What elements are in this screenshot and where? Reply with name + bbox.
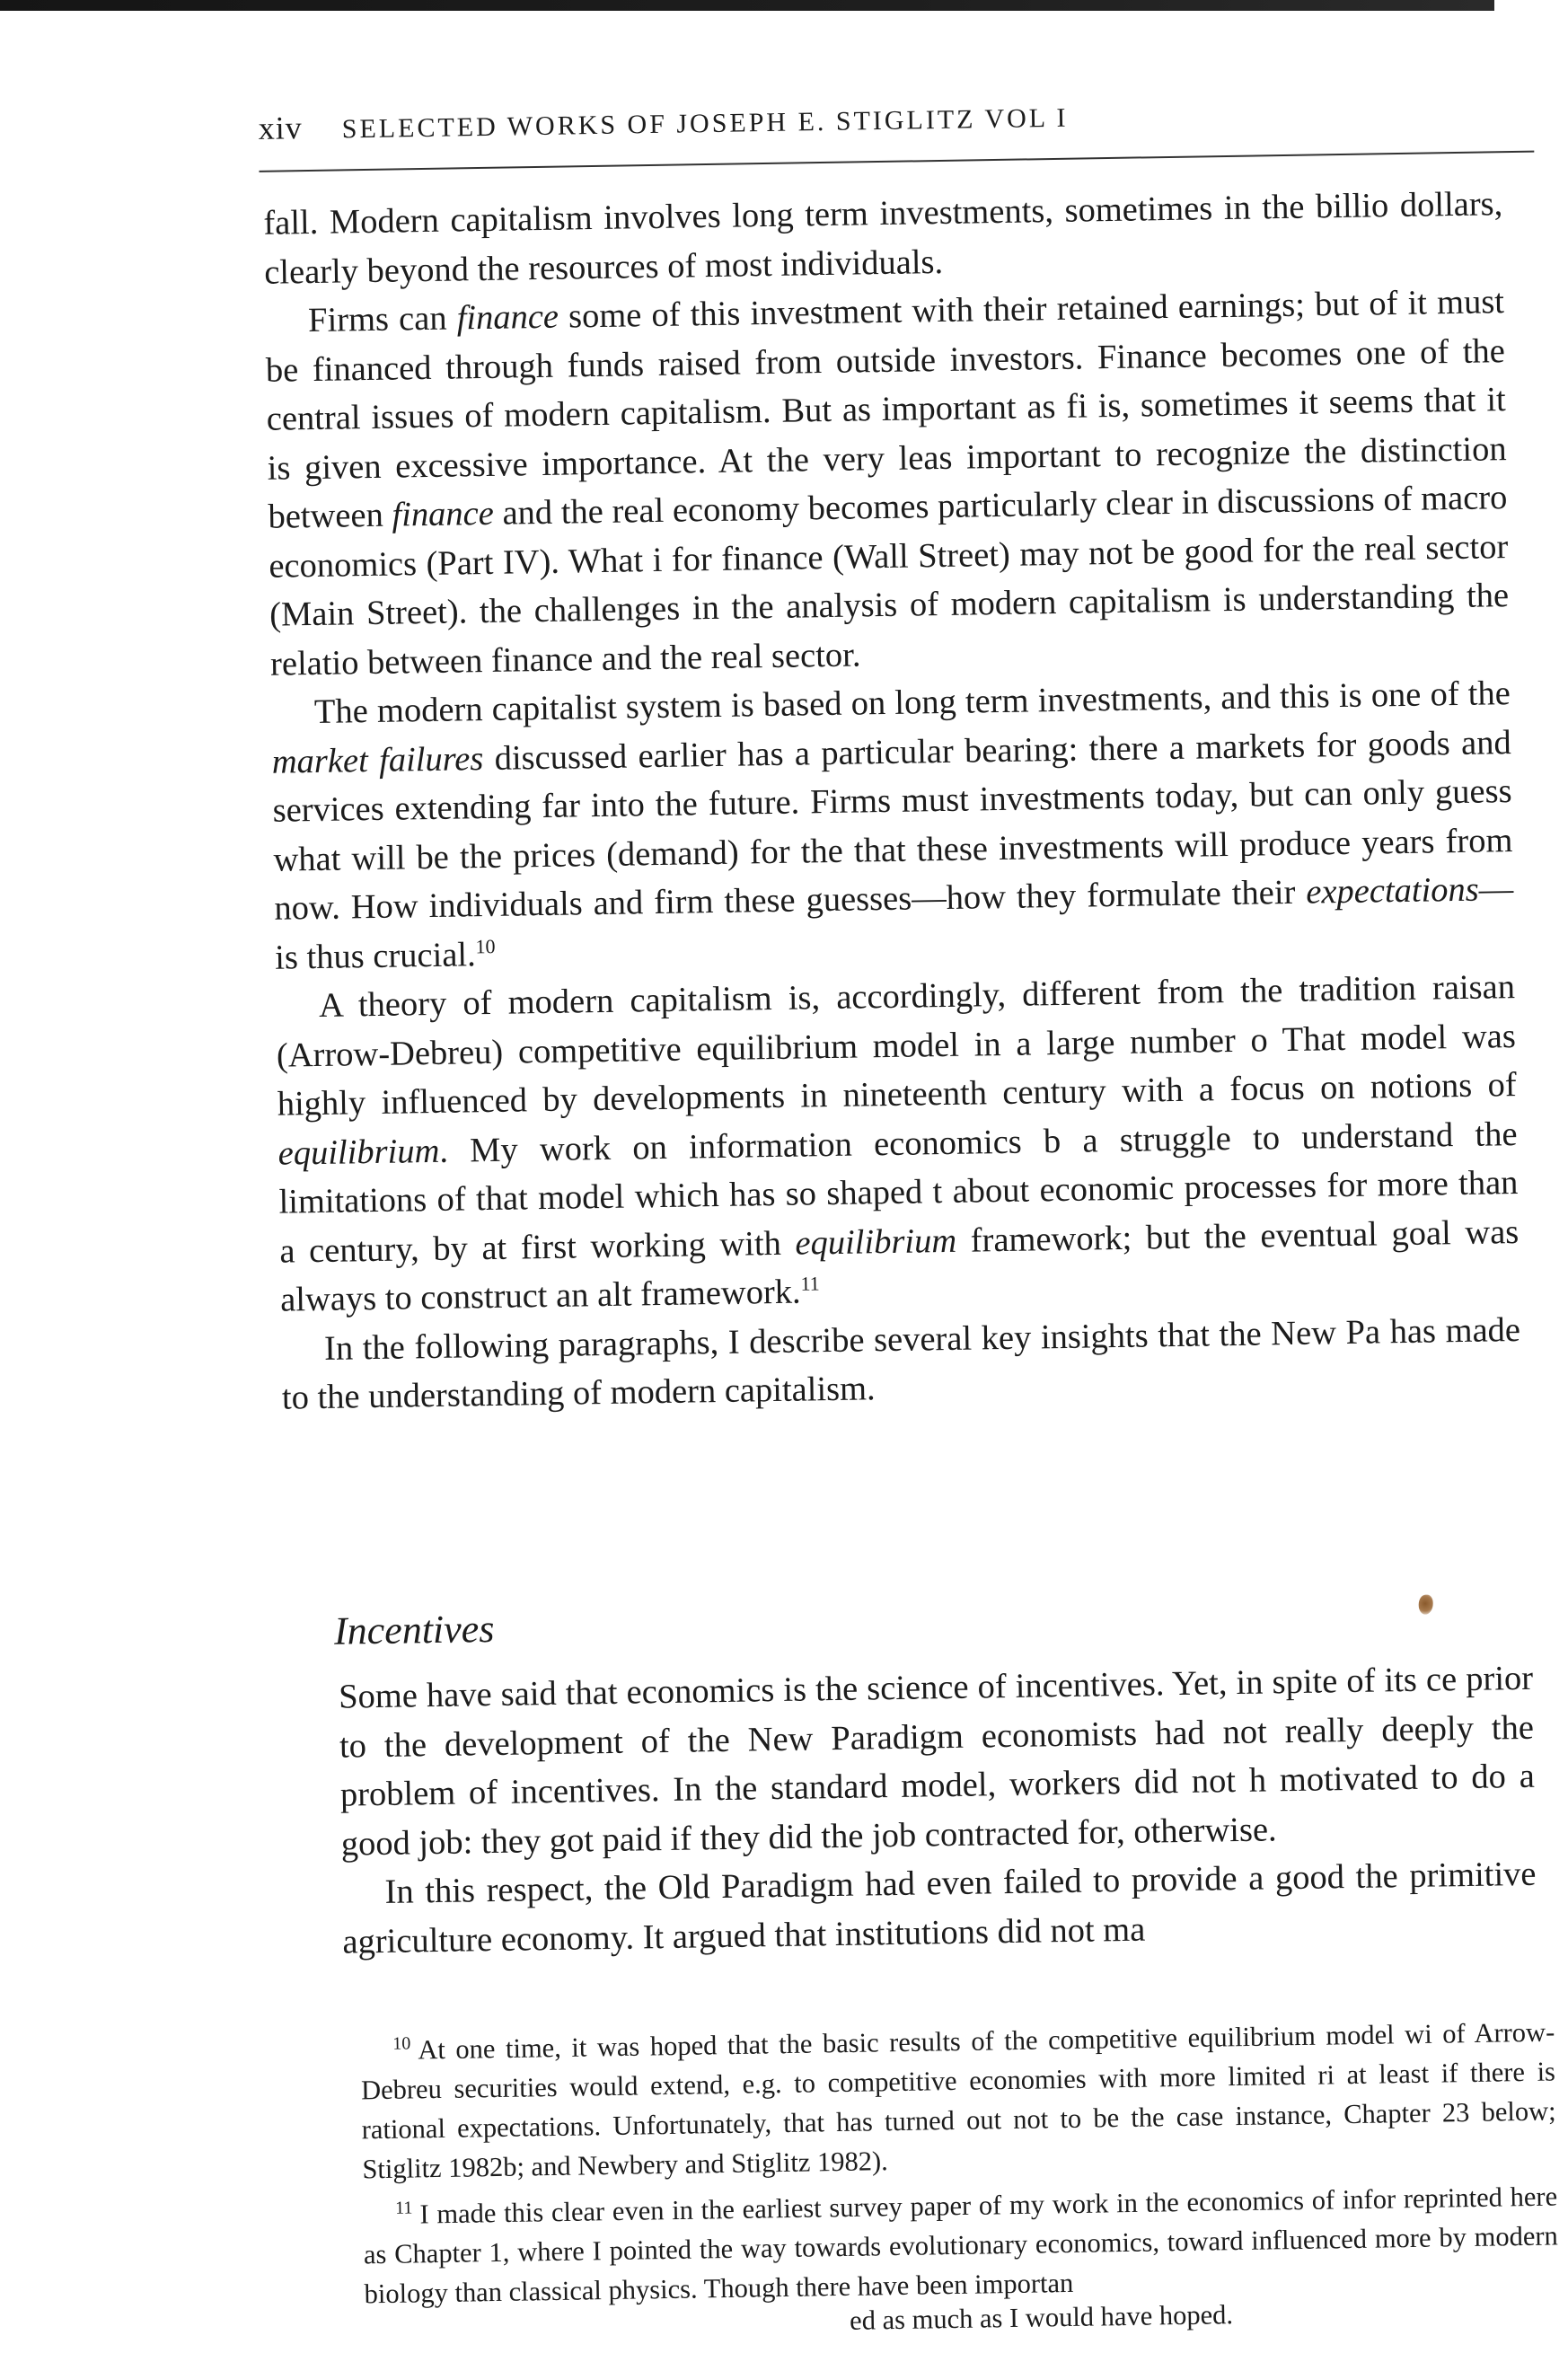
footnote-ref-10: 10	[475, 934, 496, 957]
p3-text-a: The modern capitalist system is based on long term investments, and this is one of the	[313, 674, 1511, 731]
footnote-11-text: I made this clear even in the earliest survey paper of my work in the economics of infor reprinted here as Chapter 1, where I pointed the way towards evolutionary economics, toward influenced more by modern biology than classical physics. Though there have been importan	[363, 2181, 1559, 2310]
footnote-ref-11: 11	[800, 1272, 820, 1295]
p3-text-e: —is thus crucial.	[274, 870, 1514, 977]
running-title: SELECTED WORKS OF JOSEPH E. STIGLITZ VOL I	[341, 102, 1069, 145]
p2-text-c: some of this investment with their retained earnings; but of it must be financed through funds raised from outside investors. Finance becomes one of the central issues of modern capitalism. But as important as fi is, sometimes it seems that it is given excessive importance. At the very leas important to recognize the distinction between	[265, 283, 1507, 536]
footnote-11-mark: 11	[394, 2198, 413, 2218]
p2-text-e: and the real economy becomes particularly clear in discussions of macro economics (Part IV). What i for finance (Wall Street) may not be good for the real sector (Main Street). the challenges in the analysis of modern capitalism is understanding the relatio between finance and the real sector.	[269, 479, 1510, 683]
paper-stain	[1419, 1595, 1433, 1615]
section-heading: Incentives	[333, 1606, 495, 1653]
p4-emphasis-equilibrium: equilibrium	[277, 1132, 440, 1173]
paragraph-4	[276, 963, 1520, 1325]
body-text-upper	[263, 180, 1521, 1423]
p2-emphasis-finance: finance	[456, 297, 559, 338]
p3-emphasis-expectations: expectations	[1305, 870, 1480, 912]
header-rule	[259, 151, 1534, 172]
p4-text-a: A theory of modern capitalism is, accordingly, different from the tradition raisan (Arrow-Debreu) competitive equilibrium model in a large number o That model was highly influenced by developments in nineteenth century with a focus on notions of	[276, 968, 1517, 1124]
p2-emphasis-finance-2: finance	[392, 494, 495, 534]
paragraph-7: In this respect, the Old Paradigm had even failed to provide a good the primitive agriculture economy. It argued that institutions did not ma	[342, 1855, 1537, 1961]
p3-emphasis-market-failures: market failures	[271, 739, 484, 781]
footnote-10-text: At one time, it was hoped that the basic results of the competitive equilibrium model wi of Arrow-Debreu securities would extend, e.g. to competitive economies with more limited ri at least if there is rational expectations. Unfortunately, that has turned out not to be the case instance, Chapter 23 below; Stiglitz 1982b; and Newbery and Stiglitz 1982).	[360, 2016, 1556, 2185]
p4-text-c: . My work on information economics b a struggle to understand the limitations of that model which has so shaped t about economic processes for more than a century, by at first working with	[278, 1115, 1519, 1271]
paragraph-2	[265, 278, 1511, 689]
p4-emphasis-equilibrium-2: equilibrium	[795, 1221, 957, 1263]
running-head	[258, 90, 1515, 147]
footnotes	[360, 2005, 1559, 2348]
paragraph-6: Some have said that economics is the science of incentives. Yet, in spite of its ce prior to the development of the New Paradigm economists had not really deeply the problem of incentives. In the standard model, workers did not h motivated to do a good job: they got paid if they did the job contracted for, otherwise.	[338, 1659, 1536, 1864]
p2-text-a: Firms can	[307, 299, 457, 340]
page-number: xiv	[258, 110, 304, 146]
footnote-10	[360, 2005, 1557, 2189]
footnote-10-mark: 10	[392, 2033, 411, 2054]
p4-text-e: framework; but the eventual goal was always to construct an alt framework.	[279, 1212, 1520, 1319]
paragraph-5: In the following paragraphs, I describe several key insights that the New Pa has made to the understanding of modern capitalism.	[281, 1310, 1521, 1417]
paragraph-3	[271, 669, 1515, 983]
p3-text-c: discussed earlier has a particular bearing: there a markets for goods and services extending far into the future. Firms must investments today, but can only guess what will be the prices (demand) for the that these investments will produce years from now. How individuals and firm these guesses—how they formulate their	[272, 723, 1513, 928]
footnote-11-last-line: ed as much as I would have hoped.	[849, 2299, 1234, 2337]
body-text-lower	[339, 1654, 1537, 1967]
paragraph-1: fall. Modern capitalism involves long term investments, sometimes in the billio dollars, clearly beyond the resources of most individuals.	[263, 185, 1503, 292]
